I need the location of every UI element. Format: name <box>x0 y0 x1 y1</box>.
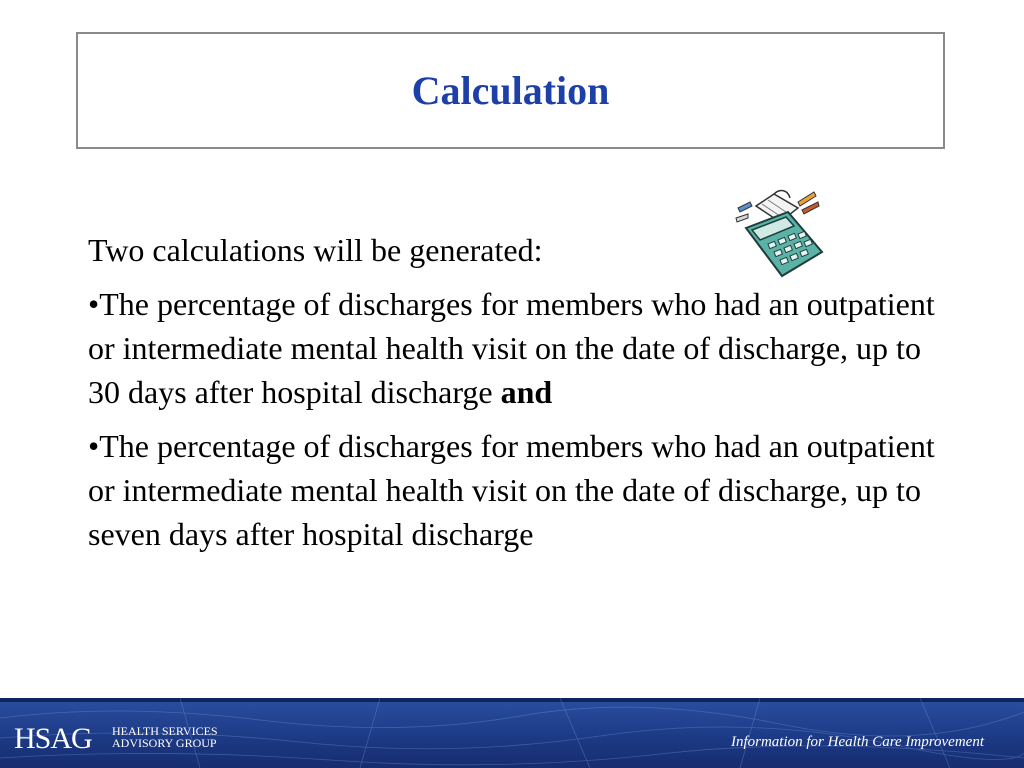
footer-tagline: Information for Health Care Improvement <box>730 734 984 750</box>
logo-line-2: ADVISORY GROUP <box>112 736 217 750</box>
slide-title: Calculation <box>411 68 610 113</box>
bullet-item <box>88 424 938 556</box>
footer-bar <box>0 698 1024 768</box>
logo-line-1: HEALTH SERVICES <box>112 724 218 738</box>
title-box <box>76 32 945 149</box>
bullet-bold-suffix: and <box>500 374 553 410</box>
bullet-text: •The percentage of discharges for members who had an outpatient or intermediate mental health visit on the date of discharge, up to seven days after hospital discharge <box>88 428 935 552</box>
body-content <box>88 228 938 566</box>
intro-text: Two calculations will be generated: <box>88 232 543 268</box>
hsag-logo: HSAG <box>14 722 92 755</box>
bullet-text: •The percentage of discharges for members who had an outpatient or intermediate mental health visit on the date of discharge, up to 30 days after hospital discharge <box>88 286 935 410</box>
hsag-logo-subtitle <box>112 725 218 749</box>
bullet-item <box>88 282 938 414</box>
